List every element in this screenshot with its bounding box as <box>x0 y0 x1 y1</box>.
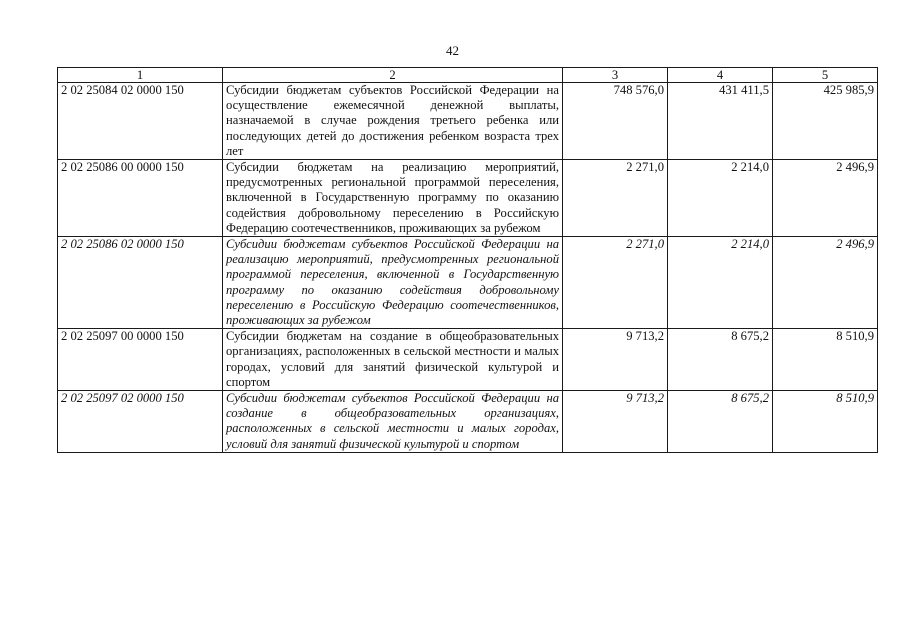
row-value-4: 8 675,2 <box>668 329 773 391</box>
row-value-3: 2 271,0 <box>563 237 668 329</box>
row-value-4: 2 214,0 <box>668 237 773 329</box>
column-header-3: 3 <box>563 68 668 83</box>
row-description: Субсидии бюджетам субъектов Российской Федерации на осуществление ежемесячной денежной выплаты, назначаемой в случае рождения третьего ребенка или последующих детей до достижения ребенком возраста трех лет <box>223 83 563 160</box>
row-value-3: 9 713,2 <box>563 329 668 391</box>
budget-table <box>57 67 878 453</box>
row-code: 2 02 25084 02 0000 150 <box>58 83 223 160</box>
row-value-5: 8 510,9 <box>773 391 878 453</box>
row-value-3: 748 576,0 <box>563 83 668 160</box>
table-row <box>58 237 878 329</box>
table-row <box>58 329 878 391</box>
row-value-3: 9 713,2 <box>563 391 668 453</box>
row-value-3: 2 271,0 <box>563 160 668 237</box>
row-value-4: 8 675,2 <box>668 391 773 453</box>
row-description: Субсидии бюджетам субъектов Российской Федерации на создание в общеобразовательных организациях, расположенных в сельской местности и малых городах, условий для занятий физической культурой и спортом <box>223 391 563 453</box>
page-number: 42 <box>446 43 459 58</box>
row-value-4: 2 214,0 <box>668 160 773 237</box>
table-row <box>58 83 878 160</box>
row-code: 2 02 25086 02 0000 150 <box>58 237 223 329</box>
row-code: 2 02 25086 00 0000 150 <box>58 160 223 237</box>
row-description: Субсидии бюджетам на реализацию мероприятий, предусмотренных региональной программой переселения, включенной в Государственную программу по оказанию содействия добровольному переселению в Российскую Федерацию соотечественников, проживающих за рубежом <box>223 160 563 237</box>
table-row <box>58 391 878 453</box>
column-header-1: 1 <box>58 68 223 83</box>
row-description: Субсидии бюджетам на создание в общеобразовательных организациях, расположенных в сельской местности и малых городах, условий для занятий физической культурой и спортом <box>223 329 563 391</box>
header-row <box>58 68 878 83</box>
row-value-5: 425 985,9 <box>773 83 878 160</box>
column-header-5: 5 <box>773 68 878 83</box>
row-value-4: 431 411,5 <box>668 83 773 160</box>
row-value-5: 2 496,9 <box>773 237 878 329</box>
table-row <box>58 160 878 237</box>
row-code: 2 02 25097 02 0000 150 <box>58 391 223 453</box>
row-code: 2 02 25097 00 0000 150 <box>58 329 223 391</box>
row-description: Субсидии бюджетам субъектов Российской Федерации на реализацию мероприятий, предусмотренных региональной программой переселения, включенной в Государственную программу по оказанию содействия добровольному переселению в Российскую Федерацию соотечественников, проживающих за рубежом <box>223 237 563 329</box>
column-header-4: 4 <box>668 68 773 83</box>
row-value-5: 2 496,9 <box>773 160 878 237</box>
row-value-5: 8 510,9 <box>773 329 878 391</box>
column-header-2: 2 <box>223 68 563 83</box>
